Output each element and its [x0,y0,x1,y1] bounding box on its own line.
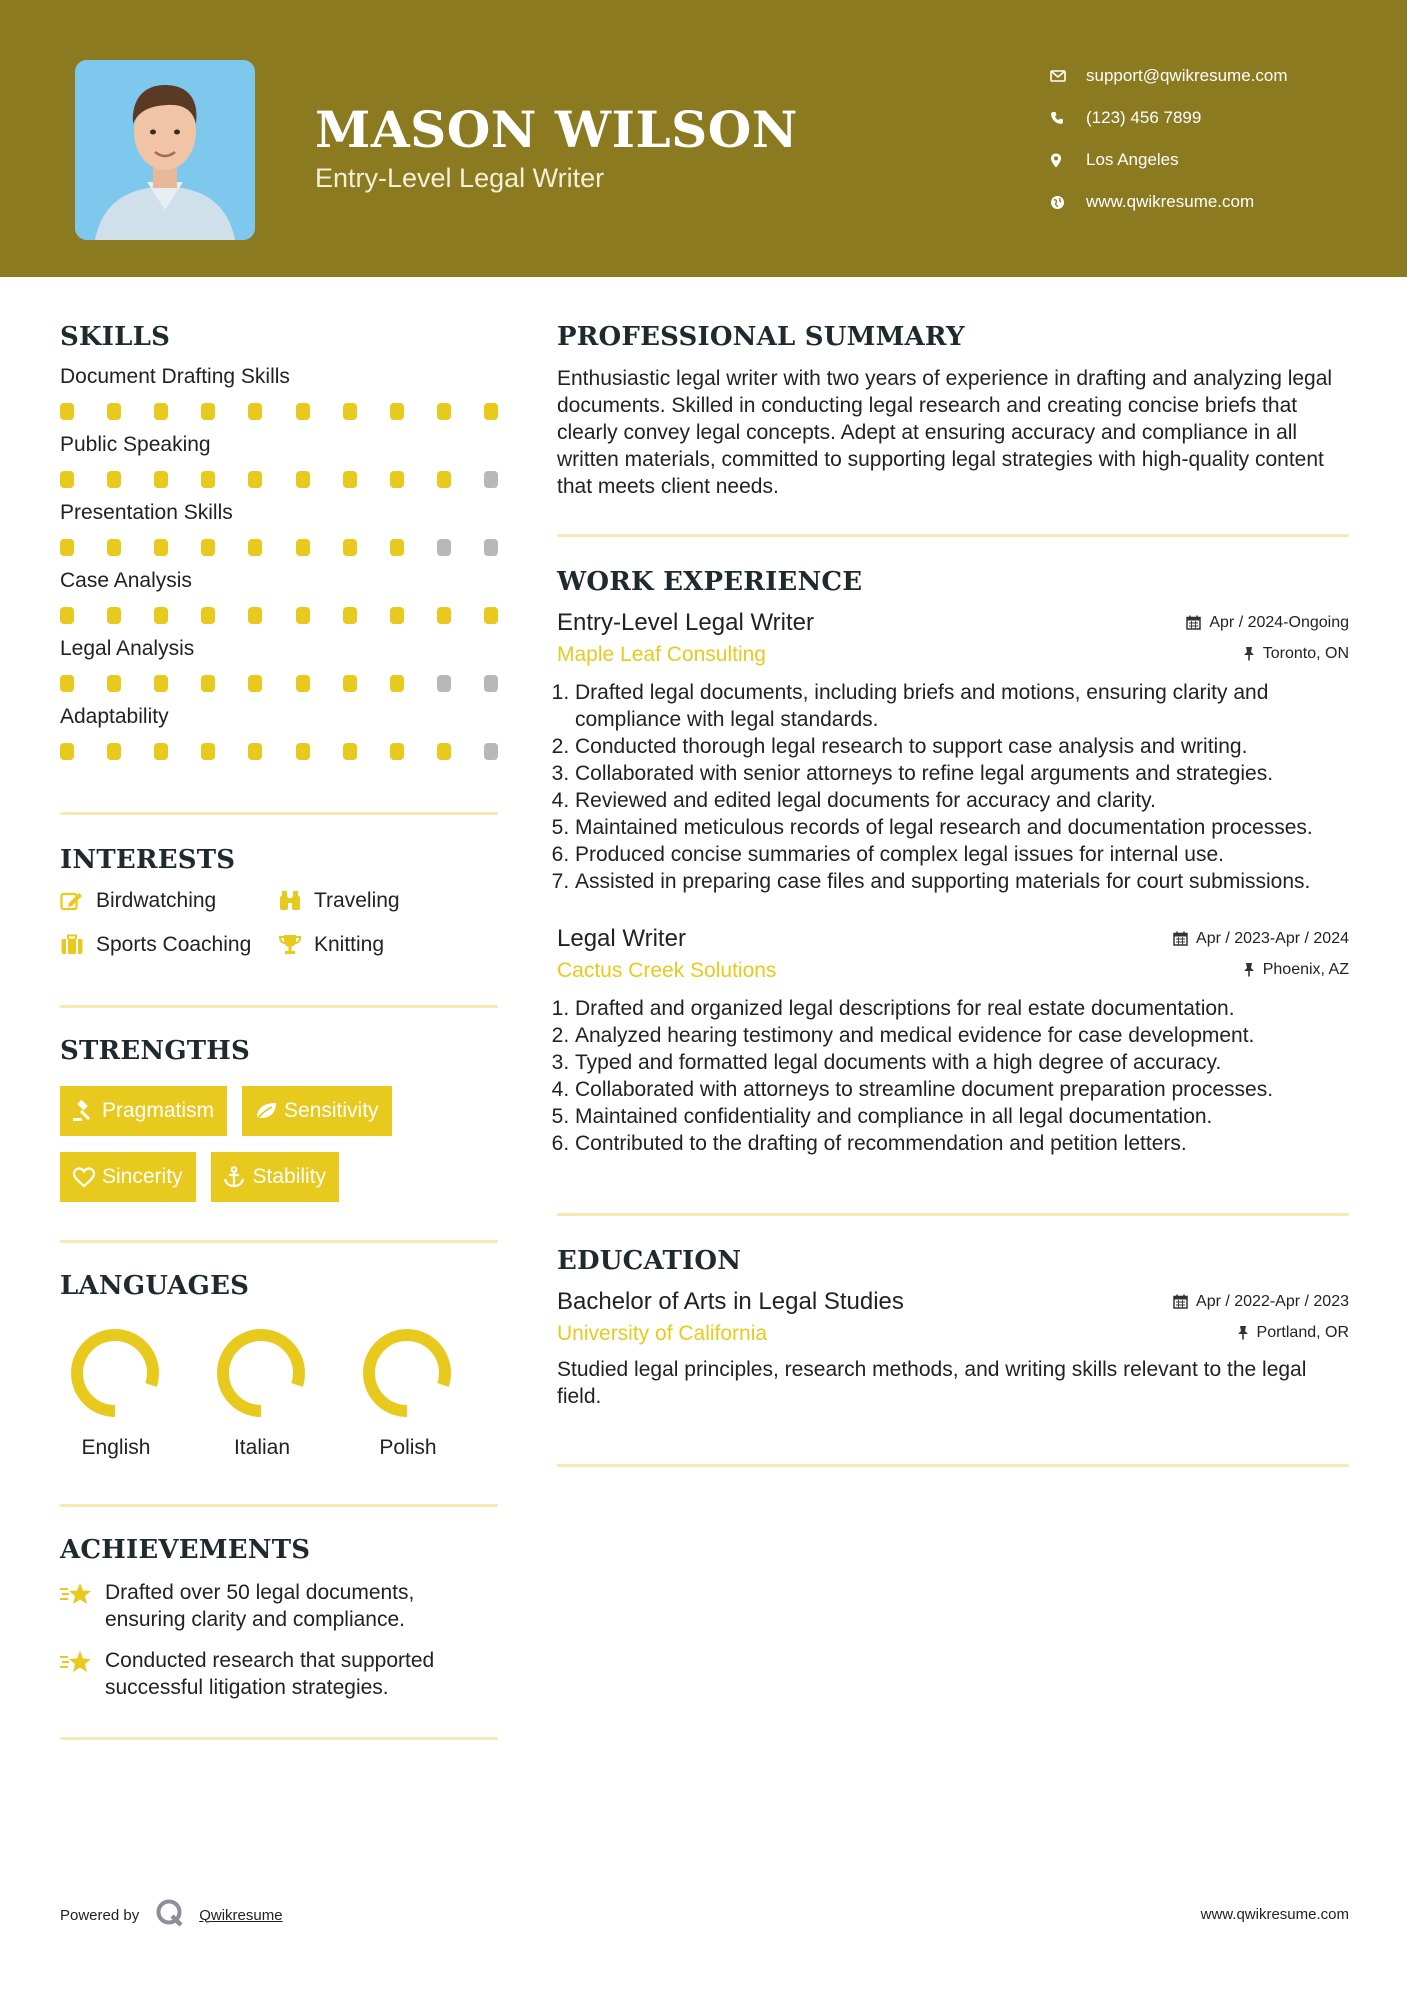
strength-label: Sensitivity [284,1099,379,1122]
job-dates [1186,614,1349,632]
skill-name: Document Drafting Skills [60,365,290,388]
skills-title: SKILLS [60,322,171,352]
job-location-text: Toronto, ON [1262,644,1349,662]
rating-dot [484,675,498,692]
duty-item: 3. Typed and formatted legal documents with a high degree of accuracy. [575,1049,1349,1076]
achievement-text: Drafted over 50 legal documents, ensuring clarity and compliance. [105,1581,415,1631]
rating-dot [390,539,404,556]
rating-dot [390,607,404,624]
language-progress-ring [357,1323,457,1423]
section-divider [557,1464,1349,1467]
language-progress-arc [369,1335,445,1411]
rating-dot [296,403,310,420]
resume-header [0,0,1407,277]
rating-dot [201,743,215,760]
skill-name: Case Analysis [60,569,192,592]
skill-rating [60,743,498,760]
rating-dot [60,743,74,760]
section-divider [557,1213,1349,1216]
job-title: Legal Writer [557,925,686,952]
section-divider [60,1240,498,1243]
phone-icon [1050,111,1086,125]
rating-dot [201,675,215,692]
contact-email[interactable] [1050,55,1288,97]
duty-item: 7. Assisted in preparing case files and supporting materials for court submissions. [575,868,1349,895]
rating-dot [201,539,215,556]
skills-list [60,365,498,760]
rating-dot [60,403,74,420]
globe-icon [1050,195,1086,210]
contact-phone[interactable] [1050,97,1288,139]
rating-dot [248,471,262,488]
rating-dot [248,675,262,692]
duty-item: 6. Contributed to the drafting of recommendation and petition letters. [575,1130,1349,1157]
rating-dot [484,403,498,420]
job-location [1243,961,1349,979]
summary-text: Enthusiastic legal writer with two years of experience in drafting and analyzing legal documents. Skilled in conducting legal research and creating concise briefs that clearly convey legal concepts. Adept at ensuring accuracy and compliance in all written materials, committed to supporting legal strategies with high-quality content that meets client needs. [557,367,1333,498]
duties-list [557,995,1349,1157]
contact-list [1050,55,1288,223]
rating-dot [201,607,215,624]
rating-dot [437,675,451,692]
rating-dot [60,675,74,692]
contact-website-text: www.qwikresume.com [1086,192,1255,211]
strengths-list [60,1086,498,1202]
rating-dot [343,539,357,556]
language-item [206,1323,352,1460]
rating-dot [248,403,262,420]
duty-item: 5. Maintained meticulous records of legal research and documentation processes. [575,814,1349,841]
interests-list [60,889,498,957]
education-location-text: Portland, OR [1256,1323,1349,1341]
duty-item: 4. Collaborated with attorneys to streamline document preparation processes. [575,1076,1349,1103]
rating-dot [484,539,498,556]
leaf-icon [254,1101,284,1121]
briefcase-icon [60,934,96,956]
star-icon [60,1579,105,1633]
skill-name: Adaptability [60,705,169,728]
contact-phone-text: (123) 456 7899 [1086,108,1202,127]
anchor-icon [223,1166,253,1188]
skills-section [60,322,498,760]
achievement-text: Conducted research that supported successful litigation strategies. [105,1649,435,1699]
rating-dot [343,403,357,420]
rating-dot [390,675,404,692]
pushpin-icon [1243,646,1255,661]
location-pin-icon [1050,153,1086,168]
rating-dot [437,539,451,556]
calendar-icon [1173,1294,1188,1309]
section-divider [60,1737,498,1740]
rating-dot [248,743,262,760]
rating-dot [60,539,74,556]
job-dates-text: Apr / 2024-Ongoing [1209,613,1349,631]
education-title: EDUCATION [557,1246,742,1276]
rating-dot [107,403,121,420]
strength-chip [60,1152,196,1202]
section-divider [60,1504,498,1507]
summary-title: PROFESSIONAL SUMMARY [557,322,965,352]
rating-dot [437,403,451,420]
job-location-text: Phoenix, AZ [1262,960,1349,978]
language-progress-arc [223,1335,299,1411]
languages-list [60,1323,498,1460]
interest-label: Knitting [314,933,385,956]
pencil-icon [60,890,96,912]
skill-rating [60,675,498,692]
contact-location-text: Los Angeles [1086,150,1179,169]
rating-dot [343,675,357,692]
achievements-title: ACHIEVEMENTS [60,1535,311,1565]
interest-label: Birdwatching [96,889,217,912]
languages-section [60,1271,498,1460]
profile-photo [75,60,255,240]
duty-item: 2. Conducted thorough legal research to support case analysis and writing. [575,733,1349,760]
rating-dot [60,471,74,488]
rating-dot [248,539,262,556]
rating-dot [60,607,74,624]
company-name: Cactus Creek Solutions [557,959,777,982]
interest-item [60,933,278,957]
education-location [1237,1324,1349,1342]
rating-dot [390,403,404,420]
candidate-role: Entry-Level Legal Writer [315,163,605,193]
skill-rating [60,607,498,624]
rating-dot [484,607,498,624]
footer-url[interactable]: www.qwikresume.com [1200,1906,1349,1923]
rating-dot [154,403,168,420]
pushpin-icon [1237,1325,1249,1340]
strength-label: Pragmatism [102,1099,215,1122]
powered-by-text: Powered by [60,1906,140,1924]
languages-title: LANGUAGES [60,1271,250,1301]
rating-dot [484,471,498,488]
achievement-item [60,1647,498,1701]
interests-title: INTERESTS [60,845,236,875]
interests-section [60,845,498,957]
rating-dot [154,471,168,488]
rating-dot [296,743,310,760]
star-icon [60,1647,105,1701]
rating-dot [343,607,357,624]
binoculars-icon [278,890,314,912]
job-entry [557,609,1349,895]
job-dates [1173,930,1349,948]
duty-item: 6. Produced concise summaries of complex legal issues for internal use. [575,841,1349,868]
qwikresume-logo-icon [155,1898,185,1932]
section-divider [60,1005,498,1008]
skill-rating [60,539,498,556]
strength-chip [242,1086,392,1136]
skill-name: Presentation Skills [60,501,233,524]
language-item [60,1323,206,1460]
rating-dot [107,743,121,760]
trophy-icon [278,934,314,956]
rating-dot [437,471,451,488]
rating-dot [296,607,310,624]
achievement-item [60,1579,498,1633]
strength-label: Sincerity [102,1165,183,1188]
experience-section [557,567,1349,1157]
language-progress-ring [65,1323,165,1423]
strength-label: Stability [252,1165,327,1188]
duty-item: 5. Maintained confidentiality and compliance in all legal documentation. [575,1103,1349,1130]
rating-dot [296,675,310,692]
rating-dot [296,471,310,488]
section-divider [557,534,1349,537]
rating-dot [201,403,215,420]
skill-rating [60,403,498,420]
duty-item: 3. Collaborated with senior attorneys to refine legal arguments and strategies. [575,760,1349,787]
language-name: Polish [379,1436,437,1459]
experience-title: WORK EXPERIENCE [557,567,863,597]
contact-website[interactable] [1050,181,1288,223]
contact-email-text: support@qwikresume.com [1086,66,1288,85]
skill-rating [60,471,498,488]
job-entry [557,925,1349,1157]
interest-label: Sports Coaching [96,933,252,956]
rating-dot [154,743,168,760]
strength-chip [60,1086,227,1136]
rating-dot [437,743,451,760]
rating-dot [107,471,121,488]
language-item [352,1323,498,1460]
duty-item: 1. Drafted and organized legal descriptions for real estate documentation. [575,995,1349,1022]
company-name: Maple Leaf Consulting [557,643,766,666]
strengths-section [60,1036,498,1202]
candidate-name: MASON WILSON [315,100,798,159]
interest-item [60,889,278,913]
strengths-title: STRENGTHS [60,1036,251,1066]
calendar-icon [1186,615,1201,630]
rating-dot [248,607,262,624]
rating-dot [107,675,121,692]
right-column [557,322,1349,1467]
degree-title: Bachelor of Arts in Legal Studies [557,1288,904,1315]
rating-dot [201,471,215,488]
interest-label: Traveling [314,889,400,912]
school-name: University of California [557,1322,768,1345]
job-location [1243,645,1349,663]
summary-section [557,322,1349,500]
calendar-icon [1173,931,1188,946]
footer-powered-by [60,1898,283,1932]
job-title: Entry-Level Legal Writer [557,609,814,636]
achievements-section [60,1535,498,1701]
interest-item [278,933,478,957]
rating-dot [296,539,310,556]
duty-item: 1. Drafted legal documents, including briefs and motions, ensuring clarity and compliance with legal standards. [575,679,1349,733]
duty-item: 4. Reviewed and edited legal documents for accuracy and clarity. [575,787,1349,814]
job-dates-text: Apr / 2023-Apr / 2024 [1196,929,1349,947]
language-name: English [81,1436,151,1459]
rating-dot [154,607,168,624]
brand-link[interactable]: Qwikresume [199,1906,283,1924]
language-name: Italian [233,1436,291,1459]
left-column [60,322,498,1740]
rating-dot [107,607,121,624]
rating-dot [484,743,498,760]
rating-dot [343,743,357,760]
interest-item [278,889,478,913]
duty-item: 2. Analyzed hearing testimony and medical evidence for case development. [575,1022,1349,1049]
rating-dot [390,471,404,488]
pushpin-icon [1243,962,1255,977]
language-progress-arc [77,1335,153,1411]
education-section [557,1246,1349,1410]
rating-dot [390,743,404,760]
skill-name: Legal Analysis [60,637,195,660]
education-description: Studied legal principles, research methods, and writing skills relevant to the legal field. [557,1358,1307,1408]
strength-chip [211,1152,340,1202]
education-dates-text: Apr / 2022-Apr / 2023 [1196,1292,1349,1310]
rating-dot [437,607,451,624]
skill-name: Public Speaking [60,433,211,456]
rating-dot [154,539,168,556]
education-dates [1173,1293,1349,1311]
envelope-icon [1050,70,1086,82]
rating-dot [154,675,168,692]
duties-list [557,679,1349,895]
section-divider [60,812,498,815]
heart-icon [72,1167,102,1188]
rating-dot [107,539,121,556]
rating-dot [343,471,357,488]
gavel-icon [72,1100,102,1122]
language-progress-ring [211,1323,311,1423]
contact-location [1050,139,1288,181]
